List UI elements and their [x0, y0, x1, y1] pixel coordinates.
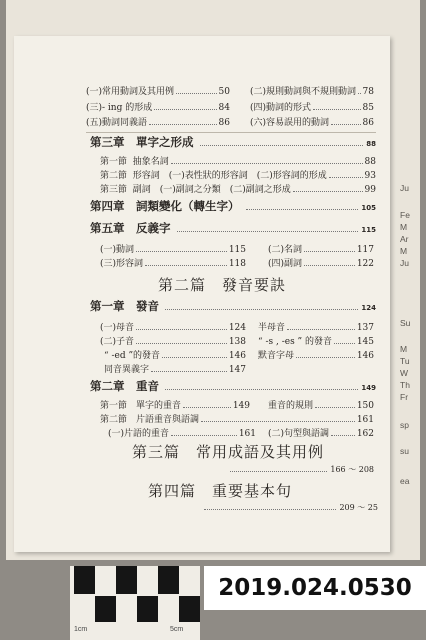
section-entry	[100, 154, 376, 167]
toc-page	[14, 36, 390, 552]
entry-page: 162	[356, 429, 374, 439]
entry-page: 78	[362, 87, 374, 97]
entry-title: (二)句型與語調	[268, 429, 330, 439]
back-letter: Su	[400, 318, 411, 328]
entry-title: (一)片語的重音	[108, 429, 170, 439]
entry-title: 同音異義字	[104, 365, 150, 375]
section-title: 抽象名詞	[132, 157, 169, 167]
back-letter: Ju	[400, 258, 409, 268]
back-letter: Fe	[400, 210, 410, 220]
part-page-range	[204, 502, 378, 513]
section-label: 第三節	[100, 185, 128, 195]
entry-title: “ -s , -es ” 的發音	[258, 337, 333, 347]
accession-number: 2019.024.0530	[204, 566, 426, 610]
entry-page: 161	[238, 429, 256, 439]
part-page-range	[230, 464, 374, 475]
toc-entry	[268, 242, 374, 255]
ruler-block	[158, 566, 179, 594]
page-range: 209 ～ 25	[339, 503, 378, 512]
toc-entry	[86, 100, 230, 113]
entry-page: 117	[356, 245, 374, 255]
entry-page: 149	[232, 401, 250, 411]
entry-title: (二)名詞	[268, 245, 303, 255]
toc-entry	[250, 100, 374, 113]
entry-title: 半母音	[258, 323, 286, 333]
entry-page: 124	[228, 323, 246, 333]
chapter-title: 第四章 詞類變化（轉生字）	[90, 199, 240, 213]
back-letter: M	[400, 246, 408, 256]
section-entry	[100, 168, 376, 181]
chapter-title: 第三章 單字之形成	[90, 135, 194, 149]
back-letter: Ar	[400, 234, 409, 244]
toc-entry	[250, 84, 374, 97]
part-title: 第三篇 常用成語及其用例	[132, 443, 325, 461]
entry-title: 默音字母	[258, 351, 295, 361]
entry-page: 86	[362, 118, 374, 128]
entry-title: 第一節 單字的重音	[100, 401, 182, 411]
toc-entry	[268, 398, 374, 411]
part-title: 第二篇 發音要訣	[158, 276, 287, 294]
entry-title: (一)動詞	[100, 245, 135, 255]
entry-title: (五)動詞同義語	[86, 118, 148, 128]
entry-title: (四)副詞	[268, 259, 303, 269]
back-letter: W	[400, 368, 409, 378]
back-letter: ea	[400, 476, 410, 486]
toc-entry	[108, 426, 256, 439]
entry-page: 137	[356, 323, 374, 333]
back-letter: Tu	[400, 356, 410, 366]
entry-title: (二)規則動詞與不規則動詞	[250, 87, 357, 97]
back-letter: M	[400, 344, 408, 354]
entry-title: (三)- ing 的形成	[86, 103, 153, 113]
entry-page: 84	[218, 103, 230, 113]
chapter-heading	[90, 220, 376, 236]
entry-title: 重音的規則	[268, 401, 314, 411]
entry-page: 150	[356, 401, 374, 411]
toc-entry	[258, 348, 374, 361]
chapter-page: 115	[361, 226, 376, 234]
chapter-page: 124	[361, 304, 376, 312]
toc-entry	[100, 412, 374, 425]
entry-title: (四)動詞的形式	[250, 103, 312, 113]
entry-page: 161	[356, 415, 374, 425]
section-page: 88	[364, 157, 376, 167]
scale-ruler	[70, 566, 200, 640]
section-entry	[100, 182, 376, 195]
chapter-page: 149	[361, 384, 376, 392]
back-letter: Fr	[400, 392, 409, 402]
toc-entry	[100, 398, 250, 411]
entry-page: 86	[218, 118, 230, 128]
toc-entry	[86, 84, 230, 97]
entry-page: 145	[356, 337, 374, 347]
ruler-block	[95, 596, 116, 622]
section-label: 第一節	[100, 157, 128, 167]
toc-entry	[100, 242, 246, 255]
toc-entry	[100, 256, 246, 269]
entry-title: (六)容易誤用的動詞	[250, 118, 330, 128]
toc-entry	[100, 334, 246, 347]
entry-page: 118	[228, 259, 246, 269]
toc-entry	[250, 115, 374, 128]
toc-entry	[268, 256, 374, 269]
toc-entry	[258, 334, 374, 347]
chapter-page: 88	[366, 140, 376, 148]
entry-page: 146	[228, 351, 246, 361]
back-letter: sp	[400, 420, 409, 430]
back-letter: Ju	[400, 183, 409, 193]
chapter-title: 第二章 重音	[90, 379, 159, 393]
part-title: 第四篇 重要基本句	[148, 482, 293, 500]
entry-title: (一)常用動詞及其用例	[86, 87, 175, 97]
entry-title: “ -ed ”的發音	[104, 351, 161, 361]
entry-page: 147	[228, 365, 246, 375]
section-title: 副詞 (一)副詞之分類 (二)副詞之形成	[132, 185, 291, 195]
ruler-mark: 5cm	[170, 626, 184, 633]
entry-page: 138	[228, 337, 246, 347]
chapter-page: 105	[361, 204, 376, 212]
toc-entry	[104, 348, 246, 361]
section-title: 形容詞 (一)表性狀的形容詞 (二)形容詞的形成	[132, 171, 327, 181]
chapter-heading	[90, 134, 376, 150]
entry-page: 122	[356, 259, 374, 269]
toc-entry	[100, 320, 246, 333]
toc-entry	[258, 320, 374, 333]
entry-title: (三)形容詞	[100, 259, 144, 269]
ruler-block	[116, 566, 137, 594]
toc-entry	[104, 362, 246, 375]
entry-page: 146	[356, 351, 374, 361]
ruler-block	[74, 566, 95, 594]
section-label: 第二節	[100, 171, 128, 181]
divider	[86, 132, 376, 133]
toc-entry	[268, 426, 374, 439]
chapter-title: 第五章 反義字	[90, 221, 171, 235]
chapter-heading	[90, 298, 376, 314]
ruler-block	[179, 596, 200, 622]
ruler-mark: 1cm	[74, 626, 88, 633]
chapter-title: 第一章 發音	[90, 299, 159, 313]
back-letter: Th	[400, 380, 410, 390]
toc-entry	[86, 115, 230, 128]
chapter-heading	[90, 378, 376, 394]
back-letter: su	[400, 446, 409, 456]
chapter-heading	[90, 198, 376, 214]
entry-title: (二)子音	[100, 337, 135, 347]
section-page: 93	[364, 171, 376, 181]
entry-title: 第二節 片語重音與語調	[100, 415, 200, 425]
entry-page: 50	[218, 87, 230, 97]
entry-title: (一)母音	[100, 323, 135, 333]
entry-page: 115	[228, 245, 246, 255]
ruler-block	[137, 596, 158, 622]
page-range: 166 ～ 208	[330, 465, 374, 474]
entry-page: 85	[362, 103, 374, 113]
section-page: 99	[364, 185, 376, 195]
back-letter: M	[400, 222, 408, 232]
